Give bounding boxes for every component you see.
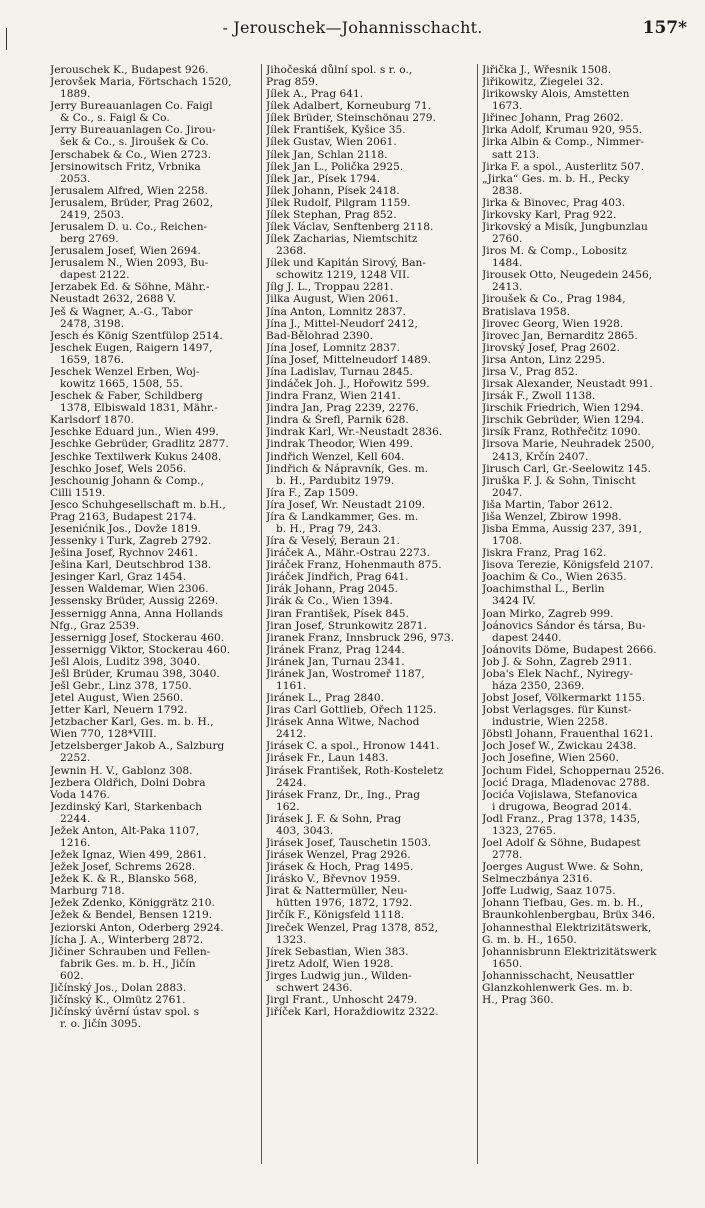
directory-entry-line: berg 2769. xyxy=(60,233,119,246)
directory-entry-line: Jiros M. & Comp., Lobositz xyxy=(482,245,627,258)
column-2 xyxy=(266,64,474,1164)
directory-entry-line: Jiránek L., Prag 2840. xyxy=(266,692,385,705)
directory-entry-line: Jessernigg Anna, Anna Hollands xyxy=(50,607,223,620)
directory-entry-line: Braunkohlenbergbau, Brüx 346. xyxy=(482,909,656,922)
directory-entry-line: Jiruška F. J. & Sohn, Tinischt xyxy=(482,474,636,487)
directory-entry-line: Jetel August, Wien 2560. xyxy=(50,692,184,705)
directory-entry-line: H., Prag 360. xyxy=(482,994,554,1007)
directory-entry-line: Marburg 718. xyxy=(50,885,125,898)
directory-entry-line: Jeschke Eduard jun., Wien 499. xyxy=(50,426,219,439)
directory-entry-line: 2424. xyxy=(276,776,307,789)
directory-entry-line: Voda 1476. xyxy=(50,788,110,801)
directory-entry-line: Jirkovsky Karl, Prag 922. xyxy=(482,208,617,221)
directory-entry-line: Selmeczbánya 2316. xyxy=(482,873,593,886)
directory-entry-line: Jílek Johann, Písek 2418. xyxy=(266,184,400,197)
directory-entry-line: Jiša Wenzel, Zbirow 1998. xyxy=(482,510,622,523)
directory-entry-line: Jína Ladislav, Turnau 2845. xyxy=(266,365,413,378)
directory-entry-line: Ješ & Wagner, A.-G., Tabor xyxy=(50,305,193,318)
directory-entry-line: Jiřikowitz, Ziegelei 32. xyxy=(482,76,604,89)
directory-entry-line: Jirusch Carl, Gr.-Seelowitz 145. xyxy=(482,462,651,475)
directory-entry-line: Jirsak Alexander, Neustadt 991. xyxy=(482,378,653,391)
directory-entry-line: Jiránek Franz, Prag 1244. xyxy=(266,643,405,656)
directory-entry-line: Jiráček A., Mähr.-Ostrau 2273. xyxy=(266,547,430,560)
directory-entry-line: Joffe Ludwig, Saaz 1075. xyxy=(482,885,616,898)
directory-entry-line: 2478, 3198. xyxy=(60,317,125,330)
directory-entry-line: Joel Adolf & Söhne, Budapest xyxy=(482,837,641,849)
directory-entry-line: Bad-Bělohrad 2390. xyxy=(266,329,373,342)
directory-entry-line: kowitz 1665, 1508, 55. xyxy=(60,378,183,391)
directory-entry-line: Jerovšek Maria, Förtschach 1520, xyxy=(50,76,232,89)
directory-entry-line: Jetzbacher Karl, Ges. m. b. H., xyxy=(50,716,214,729)
directory-entry-line: 1323. xyxy=(276,933,307,946)
directory-entry-line: Ježek Zdenko, Königgrätz 210. xyxy=(50,897,215,910)
directory-entry-line: Ježek Anton, Alt-Paka 1107, xyxy=(50,824,200,837)
directory-entry-line: Jirikowsky Alois, Amstetten xyxy=(482,88,630,101)
directory-entry-line: 2047. xyxy=(492,486,523,499)
directory-entry-line: Jesch és König Szentfülop 2514. xyxy=(50,329,223,342)
directory-entry-line: Jindrak Karl, Wr.-Neustadt 2836. xyxy=(266,426,443,439)
directory-columns xyxy=(50,64,692,1164)
directory-entry-line: Jílek A., Prag 641. xyxy=(266,88,364,101)
column-1 xyxy=(50,64,256,1164)
directory-entry-line: Joch Josef W., Zwickau 2438. xyxy=(482,740,637,753)
directory-entry-line: Jirásek Josef, Tauschetin 1503. xyxy=(266,837,432,849)
page-number: 157* xyxy=(642,18,687,38)
directory-entry-line: 162. xyxy=(276,800,300,813)
directory-entry-line: Jochum Fidel, Schoppernau 2526. xyxy=(482,764,665,777)
directory-entry-line: Joan Mirko, Zagreb 999. xyxy=(482,607,614,620)
directory-entry-line: Jeziorski Anton, Oderberg 2924. xyxy=(50,921,224,934)
directory-entry-line: Jeschke Textilwerk Kukus 2408. xyxy=(50,450,222,463)
directory-entry-line: Ježek & Bendel, Bensen 1219. xyxy=(50,909,213,922)
directory-entry-line: Jirschik Friedrich, Wien 1294. xyxy=(482,402,644,415)
directory-entry-line: Ježek K. & R., Blansko 568, xyxy=(50,873,198,886)
directory-entry-line: Job J. & Sohn, Zagreb 2911. xyxy=(482,655,633,668)
directory-entry-line: Jíra & Veselý, Beraun 21. xyxy=(266,535,400,548)
directory-entry-line: Jirschik Gebrüder, Wien 1294. xyxy=(482,414,645,427)
column-rule xyxy=(261,64,262,1164)
directory-entry-line: Jílek Jar., Písek 1794. xyxy=(266,172,380,185)
directory-entry-line: Johann Tiefbau, Ges. m. b. H., xyxy=(482,897,644,910)
directory-entry-line: Jeschounig Johann & Comp., xyxy=(50,474,204,487)
directory-entry-line: Joánovics Sándor és társa, Bu- xyxy=(482,619,646,632)
directory-entry-line: Jocića Vojislawa, Stefanovica xyxy=(482,788,638,801)
directory-entry-line: Jesenićnik Jos., Dovže 1819. xyxy=(50,522,201,535)
directory-entry-line: Jílek Rudolf, Pilgram 1159. xyxy=(266,196,411,209)
directory-entry-line: Bratislava 1958. xyxy=(482,305,570,318)
directory-entry-line: Jeschke Gebrüder, Gradlitz 2877. xyxy=(50,438,229,451)
column-rule xyxy=(477,64,478,1164)
directory-entry-line: Karlsdorf 1870. xyxy=(50,414,134,427)
directory-entry-line: Jína Anton, Lomnitz 2837. xyxy=(266,305,407,318)
directory-entry-line: Jeschek & Faber, Schildberg xyxy=(50,390,203,403)
directory-entry-line: 2244. xyxy=(60,812,91,825)
directory-entry-line: satt 213. xyxy=(492,148,540,161)
directory-entry-line: Jindra & Šrefl, Parnik 628. xyxy=(266,414,409,427)
directory-entry-line: Jiran František, Písek 845. xyxy=(266,607,409,620)
directory-entry-line: 1889. xyxy=(60,88,91,101)
directory-entry-line: Jirousek Otto, Neugedein 2456, xyxy=(482,269,653,282)
directory-entry-line: Joachim & Co., Wien 2635. xyxy=(482,571,627,584)
directory-entry-line: Neustadt 2632, 2688 V. xyxy=(50,293,176,306)
directory-entry-line: Jessensky Brüder, Aussig 2269. xyxy=(50,595,219,608)
directory-entry-line: Jirovský Josef, Prag 2602. xyxy=(482,341,620,354)
directory-entry-line: Jirgl Frant., Unhoscht 2479. xyxy=(266,994,418,1007)
directory-entry-line: Jihočeská důlní spol. s r. o., xyxy=(266,64,413,76)
directory-entry-line: Jiran Josef, Strunkowitz 2871. xyxy=(266,619,427,632)
directory-entry-line: Jiroušek & Co., Prag 1984, xyxy=(482,293,626,306)
directory-entry-line: Jiřička J., Wřesnik 1508. xyxy=(482,64,612,76)
directory-entry-line: Jirásko V., Břevnov 1959. xyxy=(266,873,401,886)
directory-entry-line: „Jirka“ Ges. m. b. H., Pecky xyxy=(482,172,630,185)
directory-entry-line: Jína J., Mittel-Neudorf 2412, xyxy=(266,317,418,330)
directory-entry-line: r. o. Jičín 3095. xyxy=(60,1018,142,1031)
directory-entry-line: Jessernigg Josef, Stockerau 460. xyxy=(50,631,225,644)
directory-entry-line: Jetter Karl, Neuern 1792. xyxy=(50,704,188,717)
directory-entry-line: dapest 2440. xyxy=(492,631,562,644)
directory-entry-line: Ješl Gebr., Linz 378, 1750. xyxy=(50,679,192,692)
directory-entry-line: 1323, 2765. xyxy=(492,824,557,837)
directory-entry-line: Jireček Wenzel, Prag 1378, 852, xyxy=(266,921,438,934)
directory-entry-line: Jetzelsberger Jakob A., Salzburg xyxy=(50,740,225,753)
directory-entry-line: & Co., s. Faigl & Co. xyxy=(60,112,170,125)
directory-entry-line: i drugowa, Beograd 2014. xyxy=(492,800,632,813)
directory-entry-line: Joba's Elek Nachf., Nyiregy- xyxy=(482,667,633,680)
directory-entry-line: Wien 770, 128*VIII. xyxy=(50,728,157,741)
directory-entry-line: 2368. xyxy=(276,245,307,258)
directory-entry-line: Jindřich Wenzel, Kell 604. xyxy=(266,450,405,463)
directory-entry-line: Jílek Adalbert, Korneuburg 71. xyxy=(266,100,431,113)
page-header xyxy=(0,18,705,46)
directory-entry-line: 1659, 1876. xyxy=(60,353,125,366)
directory-entry-line: Nfg., Graz 2539. xyxy=(50,619,140,632)
directory-entry-line: 2053. xyxy=(60,172,91,185)
directory-entry-line: schowitz 1219, 1248 VII. xyxy=(276,269,410,282)
directory-entry-line: Ježek Ignaz, Wien 499, 2861. xyxy=(50,849,207,862)
directory-entry-line: Jezbera Oldřich, Dolni Dobra xyxy=(50,776,206,789)
directory-entry-line: Jílek und Kapitán Sirový, Ban- xyxy=(266,257,426,270)
directory-entry-line: Jičínský K., Olmütz 2761. xyxy=(50,994,186,1007)
directory-entry-line: Jílek František, Kyšice 35. xyxy=(266,124,406,137)
directory-entry-line: Jirka & Binovec, Prag 403. xyxy=(482,196,626,209)
directory-entry-line: Jiras Carl Gottlieb, Ořech 1125. xyxy=(266,704,437,717)
directory-entry-line: Prag 859. xyxy=(266,76,319,89)
directory-entry-line: Jerschabek & Co., Wien 2723. xyxy=(50,148,212,161)
directory-entry-line: Jerusalem, Brüder, Prag 2602, xyxy=(50,196,213,209)
directory-entry-line: Jína Josef, Mittelneudorf 1489. xyxy=(266,353,431,366)
directory-entry-line: Jiráček Jindřich, Prag 641. xyxy=(266,571,409,584)
directory-entry-line: Ješl Brüder, Krumau 398, 3040. xyxy=(50,667,220,680)
directory-entry-line: Jocić Draga, Mladenovac 2788. xyxy=(482,776,650,789)
directory-entry-line: Jesco Schuhgesellschaft m. b.H., xyxy=(50,498,226,511)
directory-entry-line: Jirat & Nattermüller, Neu- xyxy=(266,885,408,898)
directory-entry-line: Jerusalem N., Wien 2093, Bu- xyxy=(50,257,209,270)
directory-entry-line: 602. xyxy=(60,969,84,982)
directory-entry-line: Jirásek Wenzel, Prag 2926. xyxy=(266,849,411,862)
directory-entry-line: Joerges August Wwe. & Sohn, xyxy=(482,861,644,874)
directory-entry-line: Jiřinec Johann, Prag 2602. xyxy=(482,112,624,125)
directory-entry-line: Glanzkohlenwerk Ges. m. b. xyxy=(482,981,633,994)
directory-entry-line: 1708. xyxy=(492,535,523,548)
directory-entry-line: 1378, Elbiswald 1831, Mähr.- xyxy=(60,402,218,415)
directory-entry-line: dapest 2122. xyxy=(60,269,130,282)
directory-entry-line: Jindrak Theodor, Wien 499. xyxy=(266,438,413,451)
directory-entry-line: Jezdinský Karl, Starkenbach xyxy=(50,800,202,813)
directory-entry-line: 2413. xyxy=(492,281,523,294)
directory-entry-line: Ješina Josef, Rychnov 2461. xyxy=(50,547,198,560)
directory-entry-line: háza 2350, 2369. xyxy=(492,679,585,692)
directory-entry-line: Jindáček Joh. J., Hořowitz 599. xyxy=(266,378,430,391)
directory-entry-line: 403, 3043. xyxy=(276,824,334,837)
directory-entry-line: Jílek Stephan, Prag 852. xyxy=(266,208,397,221)
directory-entry-line: Jirsova Marie, Neuhradek 2500, xyxy=(482,438,655,451)
column-3 xyxy=(482,64,692,1164)
directory-entry-line: 1161. xyxy=(276,679,307,692)
directory-entry-line: Jessernigg Viktor, Stockerau 460. xyxy=(50,643,231,656)
directory-entry-line: Jirásek Anna Witwe, Nachod xyxy=(266,716,420,729)
running-title: - Jerouschek—Johannisschacht. xyxy=(222,18,483,37)
directory-entry-line: Jirges Ludwig jun., Wilden- xyxy=(266,969,412,982)
directory-entry-line: Jiráček Franz, Hohenmauth 875. xyxy=(266,559,442,572)
directory-entry-line: Jiránek Jan, Wostromeř 1187, xyxy=(266,667,425,680)
directory-entry-line: Joánovits Döme, Budapest 2666. xyxy=(482,643,657,656)
directory-entry-line: Jobst Verlagsges. für Kunst- xyxy=(482,704,632,717)
directory-entry-line: Jobst Josef, Völkermarkt 1155. xyxy=(482,692,646,705)
directory-entry-line: Ješina Karl, Deutschbrod 138. xyxy=(50,559,212,572)
directory-entry-line: Ješl Alois, Luditz 398, 3040. xyxy=(50,655,201,668)
directory-entry-line: Jílek Jan, Schlan 2118. xyxy=(266,148,388,161)
directory-entry-line: 2760. xyxy=(492,233,523,246)
directory-entry-line: Jiretz Adolf, Wien 1928. xyxy=(266,957,394,970)
directory-entry-line: fabrik Ges. m. b. H., Jičín xyxy=(60,957,196,970)
directory-entry-line: Jessen Waldemar, Wien 2306. xyxy=(50,583,209,596)
directory-entry-line: Jirčík F., Königsfeld 1118. xyxy=(266,909,405,922)
directory-entry-line: Johannesthal Elektrizitätswerk, xyxy=(482,921,652,934)
directory-entry-line: Jerusalem Josef, Wien 2694. xyxy=(50,245,201,258)
directory-entry-line: Joachimsthal L., Berlin xyxy=(482,583,605,596)
directory-entry-line: Jindra Jan, Prag 2239, 2276. xyxy=(266,402,419,415)
directory-entry-line: 2413, Krčín 2407. xyxy=(492,450,589,463)
directory-entry-line: 2252. xyxy=(60,752,91,765)
directory-entry-line: 2838. xyxy=(492,184,523,197)
directory-entry-line: Jílek Václav, Senftenberg 2118. xyxy=(266,221,434,234)
directory-entry-line: Jerry Bureauanlagen Co. Faigl xyxy=(50,100,213,113)
directory-entry-line: Jerry Bureauanlagen Co. Jirou- xyxy=(50,124,216,137)
directory-entry-line: Jírek Sebastian, Wien 383. xyxy=(266,945,409,958)
directory-entry-line: Jiskra Franz, Prag 162. xyxy=(482,547,607,560)
directory-entry-line: Jirásek & Hoch, Prag 1495. xyxy=(266,861,414,874)
directory-entry-line: Jeschek Eugen, Raigern 1497, xyxy=(50,341,213,354)
directory-entry-line: Jičínský úvěrní ústav spol. s xyxy=(50,1006,200,1019)
directory-entry-line: Jerusalem D. u. Co., Reichen- xyxy=(50,221,208,234)
directory-entry-line: 2778. xyxy=(492,849,523,862)
directory-entry-line: b. H., Prag 79, 243. xyxy=(276,522,382,535)
directory-entry-line: industrie, Wien 2258. xyxy=(492,716,608,729)
directory-entry-line: 1673. xyxy=(492,100,523,113)
directory-entry-line: hütten 1976, 1872, 1792. xyxy=(276,897,413,910)
directory-entry-line: Jíra Josef, Wr. Neustadt 2109. xyxy=(266,498,426,511)
directory-entry-line: Jindřich & Nápravník, Ges. m. xyxy=(266,462,429,475)
directory-entry-line: Jílek Jan L., Polička 2925. xyxy=(266,160,404,173)
directory-entry-line: Jílg J. L., Troppau 2281. xyxy=(266,281,394,294)
directory-entry-line: G. m. b. H., 1650. xyxy=(482,933,577,946)
directory-entry-line: 1484. xyxy=(492,257,523,270)
directory-entry-line: Jiříček Karl, Horaždiowitz 2322. xyxy=(266,1006,439,1019)
directory-entry-line: Jesinger Karl, Graz 1454. xyxy=(50,571,187,584)
directory-entry-line: Joch Josefine, Wien 2560. xyxy=(482,752,619,765)
directory-entry-line: 2419, 2503. xyxy=(60,208,125,221)
directory-entry-line: Jerusalem Alfred, Wien 2258. xyxy=(50,184,208,197)
directory-entry-line: Jirsa V., Prag 852. xyxy=(482,365,578,378)
directory-entry-line: Jiša Martin, Tabor 2612. xyxy=(482,498,613,511)
directory-entry-line: Ježek Josef, Schrems 2628. xyxy=(50,861,196,874)
directory-entry-line: Jína Josef, Lomnitz 2837. xyxy=(266,341,400,354)
directory-entry-line: Jičínský Jos., Dolan 2883. xyxy=(50,981,187,994)
directory-entry-line: Jirásek C. a spol., Hronow 1441. xyxy=(266,740,440,753)
directory-entry-line: b. H., Pardubitz 1979. xyxy=(276,474,395,487)
directory-entry-line: Jílek Gustav, Wien 2061. xyxy=(266,136,397,149)
directory-entry-line: Jirák Johann, Prag 2045. xyxy=(266,583,398,596)
directory-entry-line: Jiránek Jan, Turnau 2341. xyxy=(266,655,405,668)
directory-entry-line: Jirásek Franz, Dr., Ing., Prag xyxy=(266,788,421,801)
directory-entry-line: Jílek Brüder, Steinschönau 279. xyxy=(266,112,436,125)
directory-entry-line: Jessenky i Turk, Zagreb 2792. xyxy=(50,535,212,548)
directory-entry-line: Jersinowitsch Fritz, Vrbnika xyxy=(50,160,201,173)
directory-entry-line: Johannisschacht, Neusattler xyxy=(482,969,634,982)
directory-entry-line: Jöbstl Johann, Frauenthal 1621. xyxy=(482,728,654,741)
directory-entry-line: Jirásek J. F. & Sohn, Prag xyxy=(266,812,402,825)
directory-entry-line: Jícha J. A., Winterberg 2872. xyxy=(50,933,204,946)
directory-entry-line: 1216. xyxy=(60,837,91,849)
directory-entry-line: Jirka Albin & Comp., Nimmer- xyxy=(482,136,645,149)
directory-entry-line: schwert 2436. xyxy=(276,981,353,994)
directory-entry-line: Jirka Adolf, Krumau 920, 955. xyxy=(482,124,643,137)
directory-entry-line: Jisba Emma, Aussig 237, 391, xyxy=(482,522,642,535)
directory-entry-line: Jirkovský a Misík, Jungbunzlau xyxy=(482,221,648,234)
directory-entry-line: Cilli 1519. xyxy=(50,486,106,499)
directory-entry-line: Jirásek František, Roth-Kosteletz xyxy=(266,764,444,777)
directory-entry-line: Jindra Franz, Wien 2141. xyxy=(266,390,401,403)
directory-entry-line: Jirsík Franz, Rothřečitz 1090. xyxy=(482,426,641,439)
directory-entry-line: Jeschko Josef, Wels 2056. xyxy=(50,462,187,475)
directory-entry-line: 2412. xyxy=(276,728,307,741)
directory-entry-line: Jíra & Landkammer, Ges. m. xyxy=(266,510,419,523)
directory-entry-line: Jirák & Co., Wien 1394. xyxy=(266,595,393,608)
directory-entry-line: Jirásek Fr., Laun 1483. xyxy=(266,752,389,765)
directory-entry-line: Jíra F., Zap 1509. xyxy=(266,486,359,499)
directory-entry-line: Jilka August, Wien 2061. xyxy=(266,293,399,306)
directory-entry-line: Jirsa Anton, Linz 2295. xyxy=(482,353,606,366)
directory-entry-line: šek & Co., s. Jiroušek & Co. xyxy=(60,136,209,149)
directory-entry-line: Jirsák F., Zwoll 1138. xyxy=(482,390,596,403)
directory-entry-line: Jílek Zacharias, Niemtschitz xyxy=(266,233,418,246)
directory-entry-line: Jiranek Franz, Innsbruck 296, 973. xyxy=(266,631,454,644)
directory-entry-line: Jerzabek Ed. & Söhne, Mähr.- xyxy=(50,281,210,294)
directory-entry-line: Jeschek Wenzel Erben, Woj- xyxy=(50,365,200,378)
directory-entry-line: Jerouschek K., Budapest 926. xyxy=(50,64,209,76)
directory-entry-line: Jirovec Georg, Wien 1928. xyxy=(482,317,624,330)
directory-entry-line: Johannisbrunn Elektrizitätswerk xyxy=(482,945,657,958)
directory-entry-line: Jičiner Schrauben und Fellen- xyxy=(50,945,211,958)
directory-entry-line: 3424 IV. xyxy=(492,595,536,608)
directory-entry-line: Prag 2163, Budapest 2174. xyxy=(50,510,197,523)
directory-entry-line: Jodl Franz., Prag 1378, 1435, xyxy=(482,812,641,825)
directory-entry-line: Jirka F. a spol., Austerlitz 507. xyxy=(482,160,645,173)
directory-entry-line: Jewnin H. V., Gablonz 308. xyxy=(50,764,193,777)
directory-entry-line: Jisova Terezie, Königsfeld 2107. xyxy=(482,559,654,572)
directory-entry-line: 1650. xyxy=(492,957,523,970)
directory-entry-line: Jirovec Jan, Bernarditz 2865. xyxy=(482,329,638,342)
